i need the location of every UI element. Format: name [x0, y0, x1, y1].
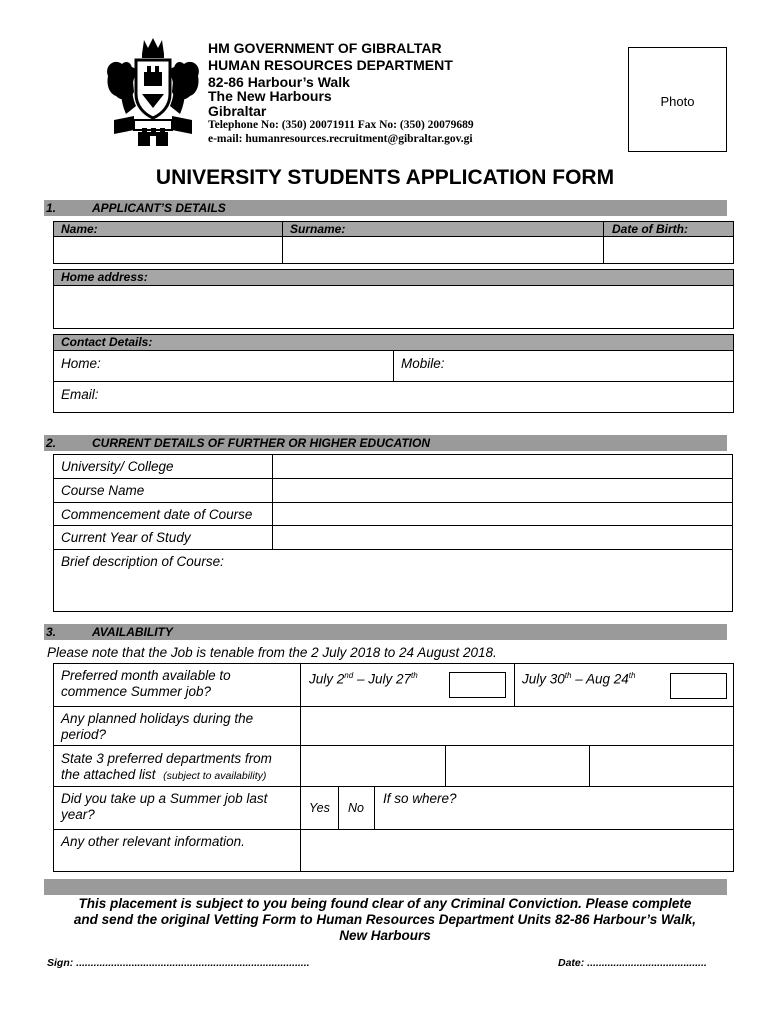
surname-label: Surname: — [290, 222, 346, 236]
departments-label-1: State 3 preferred departments from — [61, 751, 272, 766]
email-field[interactable] — [105, 383, 732, 411]
contact-details-label-row — [53, 334, 734, 351]
notice-line-2: and send the original Vetting Form to Human Resources Department Units 82-86 Harbour’s Walk, — [73, 912, 697, 927]
department-choice-2-field[interactable] — [447, 747, 588, 785]
phone-fax-line: Telephone No: (350) 20071911 Fax No: (350) 20079689 — [208, 119, 474, 131]
course-name-field[interactable] — [274, 480, 732, 501]
other-info-field[interactable] — [302, 831, 733, 871]
home-phone-field[interactable] — [105, 352, 391, 379]
department-choice-1-field[interactable] — [302, 747, 444, 785]
email-line: e-mail: humanresources.recruitment@gibraltar.gov.gi — [208, 133, 473, 145]
email-label: Email: — [61, 387, 99, 402]
current-year-label: Current Year of Study — [61, 530, 191, 545]
section-3-header — [44, 624, 727, 640]
address-line-3: Gibraltar — [208, 103, 267, 119]
option-july-early-label: July 2nd – July 27th — [309, 671, 418, 687]
notice-line-1: This placement is subject to you being found clear of any Criminal Conviction. Please complete — [78, 896, 692, 911]
home-address-field[interactable] — [53, 285, 734, 329]
holidays-label-2: period? — [61, 727, 107, 742]
section-2-title: CURRENT DETAILS OF FURTHER OR HIGHER EDUCATION — [92, 436, 430, 450]
holidays-field[interactable] — [302, 708, 733, 744]
section-1-header — [44, 200, 727, 216]
departments-note: (subject to availability) — [163, 770, 267, 782]
if-so-where-label: If so where? — [383, 791, 457, 806]
home-phone-label: Home: — [61, 356, 101, 371]
form-title: UNIVERSITY STUDENTS APPLICATION FORM — [155, 166, 615, 189]
current-year-field[interactable] — [274, 527, 732, 548]
summer-job-label-2: year? — [61, 807, 95, 822]
availability-note: Please note that the Job is tenable from the 2 July 2018 to 24 August 2018. — [47, 645, 497, 660]
notice-line-3: New Harbours — [339, 928, 431, 943]
option-july-late-label: July 30th – Aug 24th — [522, 671, 636, 687]
course-description-field[interactable] — [55, 572, 731, 610]
applicant-label-row — [53, 221, 734, 237]
summer-job-yes-option[interactable]: Yes — [309, 801, 330, 815]
organisation-name: HM GOVERNMENT OF GIBRALTAR — [208, 40, 442, 56]
departments-label-2: the attached list (subject to availability) — [61, 767, 267, 782]
section-2-number: 2. — [46, 436, 57, 450]
preferred-month-label-1: Preferred month available to — [61, 668, 231, 683]
home-address-label-row — [53, 269, 734, 286]
address-line-2: The New Harbours — [208, 88, 332, 104]
gibraltar-coat-of-arms-logo — [100, 36, 206, 148]
address-line-1: 82-86 Harbour’s Walk — [208, 74, 350, 90]
option-july-late-checkbox[interactable] — [670, 673, 727, 699]
holidays-label-1: Any planned holidays during the — [61, 711, 254, 726]
signature-line[interactable]: Sign: ................................................................................ — [47, 957, 310, 969]
section-2-header — [44, 435, 727, 451]
section-1-number: 1. — [46, 201, 57, 215]
name-field[interactable] — [54, 237, 282, 263]
surname-field[interactable] — [283, 237, 603, 263]
commencement-date-field[interactable] — [274, 504, 732, 524]
mobile-label: Mobile: — [401, 356, 445, 371]
university-field[interactable] — [274, 456, 732, 477]
department-choice-3-field[interactable] — [591, 747, 733, 785]
name-label: Name: — [61, 222, 98, 236]
option-july-early-checkbox[interactable] — [449, 672, 506, 698]
notice-divider-bar — [44, 879, 727, 895]
photo-box[interactable] — [628, 47, 727, 152]
summer-job-location-field[interactable] — [376, 810, 733, 828]
university-label: University/ College — [61, 459, 174, 474]
date-line[interactable]: Date: ......................................... — [558, 957, 707, 969]
preferred-month-label-2: commence Summer job? — [61, 684, 212, 699]
dob-field[interactable] — [604, 237, 733, 263]
dob-label: Date of Birth: — [612, 222, 688, 236]
department-name: HUMAN RESOURCES DEPARTMENT — [208, 57, 453, 73]
other-info-label: Any other relevant information. — [61, 834, 245, 849]
contact-details-label: Contact Details: — [61, 335, 153, 349]
summer-job-label-1: Did you take up a Summer job last — [61, 791, 268, 806]
section-1-title: APPLICANT’S DETAILS — [92, 201, 226, 215]
home-address-label: Home address: — [61, 270, 148, 284]
course-name-label: Course Name — [61, 483, 145, 498]
section-3-number: 3. — [46, 625, 57, 639]
summer-job-no-option[interactable]: No — [348, 801, 364, 815]
photo-label: Photo — [660, 94, 695, 109]
section-3-title: AVAILABILITY — [92, 625, 173, 639]
commencement-date-label: Commencement date of Course — [61, 507, 253, 522]
mobile-field[interactable] — [450, 352, 732, 379]
course-description-label: Brief description of Course: — [61, 554, 224, 569]
